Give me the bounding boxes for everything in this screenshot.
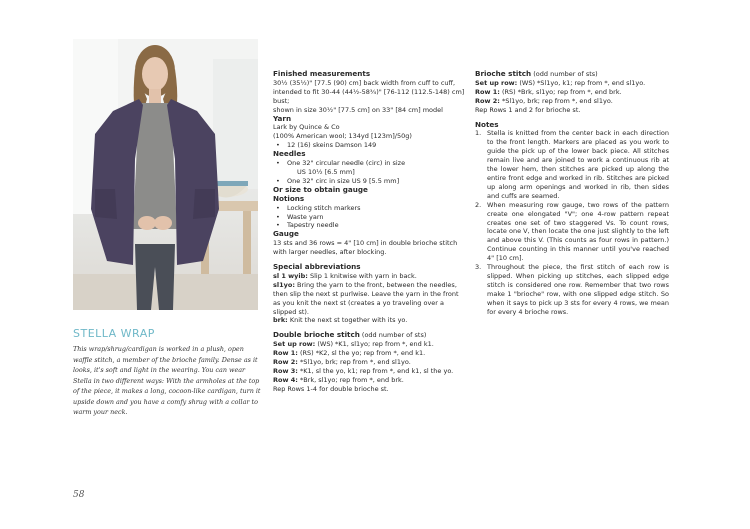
row-text: (RS) *Brk, sl1yo; rep from *, end brk.	[501, 87, 622, 96]
row-label: Set up row:	[475, 78, 518, 87]
double-repeat: Rep Rows 1-4 for double brioche st.	[273, 384, 389, 393]
note-text: Throughout the piece, the first stitch of each row is slipped. When picking up stitches, each slipped edge stitch is considered one row. Remember that two rows make 1 "brioche" row, with one slipped edge stitch. So when it says to pick up 3 sts for every 4 rows, we mean for every 4 brioche rows.	[487, 263, 669, 316]
notion-item: • Waste yarn	[273, 213, 465, 222]
note-text: When measuring row gauge, two rows of the pattern create one elongated "V"; one 4-row pattern repeat creates one set of two staggered Vs. To count rows, locate one V, then locate the one just slightly to the left and above this V. (This counts as four rows in pattern.) Continue counting in this manner until you've reached 4" [10 cm].	[487, 200, 669, 263]
needles-heading: Needles	[273, 149, 306, 159]
note-number: 2.	[475, 200, 482, 209]
abbrev-term: sl1yo:	[273, 280, 295, 289]
note-item	[475, 263, 669, 316]
notion-item: • Locking stitch markers	[273, 204, 465, 213]
gauge-text: 13 sts and 36 rows = 4" [10 cm] in double brioche stitch with larger needles, after blocking.	[273, 239, 458, 257]
row-label: Row 2:	[273, 358, 298, 367]
brioche-row2	[475, 97, 669, 106]
pattern-column-left	[273, 70, 465, 394]
abbrev-term: sl 1 wyib:	[273, 271, 308, 280]
brioche-heading: Brioche stitch	[475, 69, 532, 78]
note-text: Stella is knitted from the center back in each direction to the front length. Markers are placed as you work to guide the pick up of the lower back piece. All stitches remain live and are joined to work a continuous rib at the lower hem, then stitches are picked up along the entire front edge and worked in rib. Stitches are picked up along arm openings and worked in rib, then sides and cuffs are seamed.	[487, 129, 669, 200]
row-label: Row 1:	[273, 349, 298, 358]
needles-gauge-note: Or size to obtain gauge	[273, 184, 368, 194]
needle-2: • One 32" circ in size US 9 [5.5 mm]	[273, 177, 465, 186]
row-label: Row 3:	[273, 367, 298, 375]
abbrev-heading: Special abbreviations	[273, 262, 361, 272]
row-label: Row 2:	[475, 96, 500, 105]
finished-text: 30½ (35½)" [77.5 (90) cm] back width from cuff to cuff, intended to fit 30-44 (44½-58¾)" [76-112 (112.5-148) cm] bust;	[273, 78, 465, 105]
needles-list-2	[273, 177, 465, 186]
gauge-heading: Gauge	[273, 229, 299, 239]
abbrev-def: Slip 1 knitwise with yarn in back.	[309, 271, 417, 280]
double-heading-note: (odd number of sts)	[361, 331, 427, 340]
double-row4	[273, 376, 465, 385]
double-row2	[273, 358, 465, 367]
note-number: 3.	[475, 263, 482, 272]
row-text: (WS) *Sl1yo, k1; rep from *, end sl1yo.	[519, 78, 646, 87]
double-row1	[273, 349, 465, 358]
notions-heading: Notions	[273, 193, 305, 203]
brioche-row1	[475, 88, 669, 97]
needles-list	[273, 159, 465, 168]
yarn-skeins: • 12 (16) skeins Damson 149	[273, 141, 465, 150]
finished-heading: Finished measurements	[273, 69, 371, 78]
row-text: *Brk, sl1yo; rep from *, end brk.	[299, 375, 404, 384]
pattern-column-right	[475, 70, 669, 316]
double-heading: Double brioche stitch	[273, 330, 360, 340]
row-label: Row 1:	[475, 87, 500, 96]
row-text: *Sl1yo, brk; rep from *, end sl1yo.	[299, 358, 411, 367]
abbrev-term: brk:	[273, 316, 288, 325]
brioche-heading-line	[475, 70, 669, 79]
abbrev-sl1wyib	[273, 272, 465, 281]
row-text: (WS) *K1, sl1yo; rep from *, end k1.	[317, 340, 434, 349]
brioche-repeat: Rep Rows 1 and 2 for brioche st.	[475, 105, 581, 114]
brioche-heading-note: (odd number of sts)	[533, 70, 598, 78]
model-photo	[73, 39, 258, 310]
notes-heading: Notes	[475, 119, 499, 129]
double-row3	[273, 367, 465, 376]
yarn-name: Lark by Quince & Co	[273, 123, 340, 132]
note-number: 1.	[475, 129, 482, 138]
abbrev-def: Bring the yarn to the front, between the needles, then slip the next st purlwise. Leave the yarn in the front as you knit the next st (creates a yo traveling over a slipped st).	[273, 280, 459, 316]
yarn-heading: Yarn	[273, 113, 292, 123]
row-label: Set up row:	[273, 340, 316, 349]
needle-1b: US 10½ [6.5 mm]	[297, 167, 355, 176]
abbrev-sl1yo	[273, 281, 465, 317]
row-text: *K1, sl the yo, k1; rep from *, end k1, sl the yo.	[299, 367, 454, 375]
yarn-fiber: (100% American wool; 134yd [123m]/50g)	[273, 132, 412, 141]
double-heading-line	[273, 331, 465, 340]
notions-list	[273, 204, 465, 231]
pattern-title: STELLA WRAP	[73, 327, 155, 340]
row-text: *Sl1yo, brk; rep from *, end sl1yo.	[501, 96, 613, 105]
abbrev-def: Knit the next st together with its yo.	[289, 316, 408, 325]
abbrev-brk	[273, 316, 465, 325]
needle-item	[273, 159, 465, 168]
row-label: Row 4:	[273, 375, 298, 384]
yarn-list	[273, 141, 465, 150]
notion-item: • Tapestry needle	[273, 221, 465, 230]
needle-1a: One 32" circular needle (circ) in size	[287, 159, 406, 168]
notes-list	[475, 129, 669, 316]
brioche-setup	[475, 79, 669, 88]
note-item	[475, 129, 669, 200]
note-item	[475, 201, 669, 263]
page-number: 58	[73, 490, 85, 500]
row-text: (RS) *K2, sl the yo; rep from *, end k1.	[299, 349, 426, 358]
finished-shown: shown in size 30½" [77.5 cm] on 33" [84 cm] model	[273, 105, 443, 114]
pattern-intro: This wrap/shrug/cardigan is worked in a plush, open waffle stitch, a member of the brioche family. Dense as it looks, it's soft and light in the wearing. You can wear Stella in two different ways: With the armholes at the top of the piece, it makes a long, cocoon-like cardigan, turn it upside down and you have a comfy shrug with a collar to warm your neck.	[73, 345, 261, 416]
double-setup	[273, 340, 465, 349]
